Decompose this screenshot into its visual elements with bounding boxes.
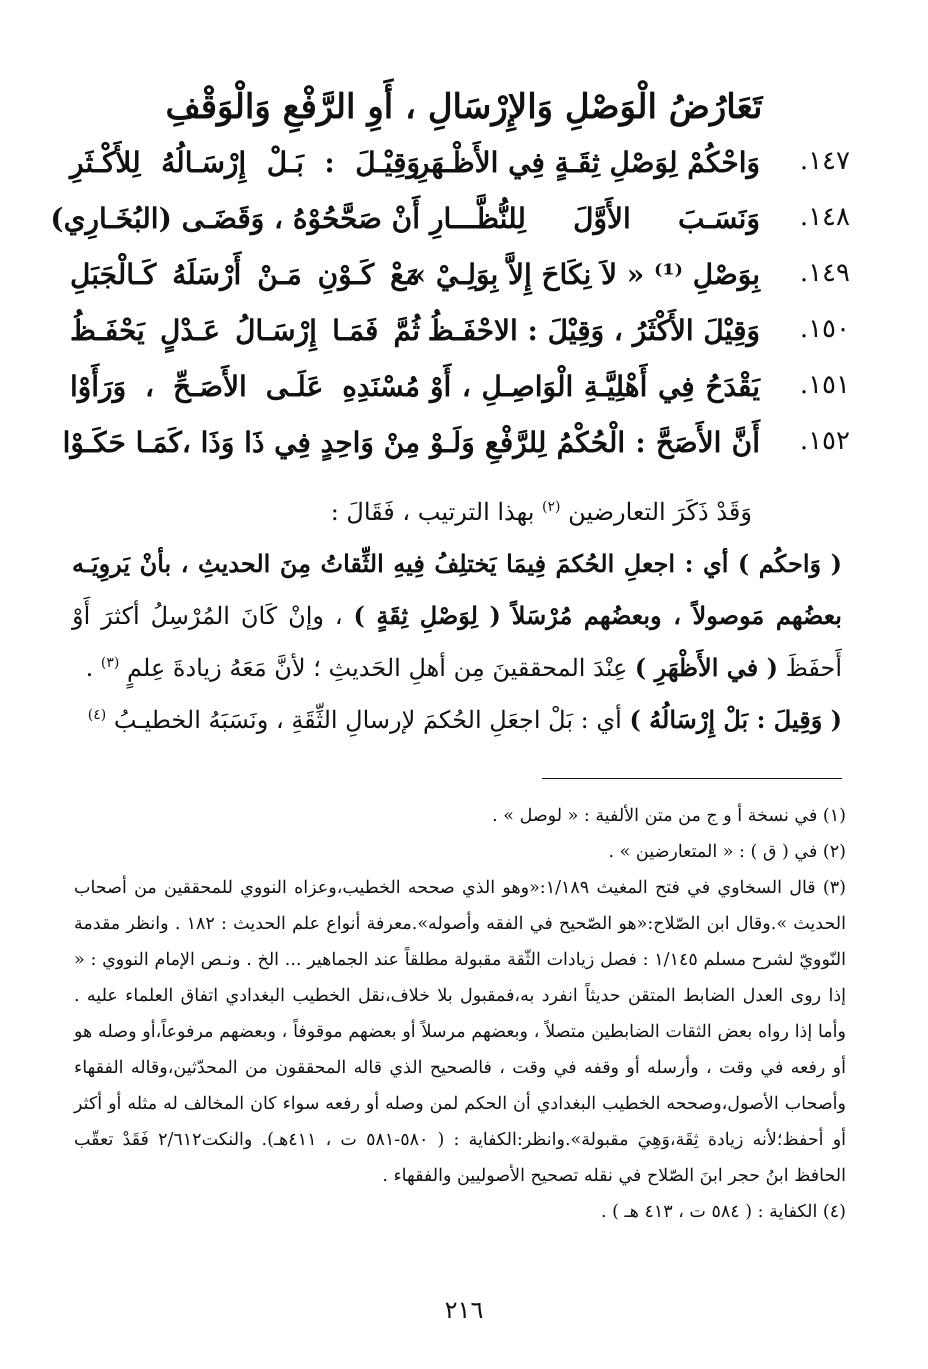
commentary-text: أي : بَلْ اجعَلِ الحُكمَ لإرسالِ الثِّقَةِ ، ونَسَبَهُ الخطيـبُ: [113, 706, 622, 734]
commentary: [72, 486, 842, 746]
page-number: ٢١٦: [444, 1296, 484, 1324]
verse-first-hemistich: بِوَصْلِ ⁽¹⁾ « لاَ نِكَاحَ إِلاَّ بِوَلِـيْ »: [408, 258, 760, 291]
verse-150: [60, 308, 850, 364]
quoted-verse-phrase: ( لِوَصْلِ ثِقَةٍ ): [353, 601, 501, 630]
footnote-1: (١) في نسخة أ و ج من متن الألفية : « لوصل » .: [492, 806, 846, 826]
intro-text: وَقَدْ ذَكَرَ التعارضين: [568, 498, 752, 526]
commentary-text: ( وَاحكُم ) أي : اجعلِ الحُكمَ فِيمَا يَختلِفُ فِيهِ الثِّقاتُ مِنَ الحديثِ ، بأنْ يَروِيَـه بعضُهم مَوصولاً ، وبعضُهم مُرْسَلاً: [72, 549, 843, 630]
commentary-intro: [72, 486, 842, 538]
footnote-2: (٢) في ( ق ) : « المتعارضين » .: [608, 842, 846, 862]
verse-number: ١٤٩.: [799, 258, 850, 288]
verse-148: [50, 196, 850, 252]
footnote-3: (٣) قال السخاوي في فتح المغيث ١/١٨٩:«وهو الذي صححه الخطيب،وعزاه النووي للمحققين من أصحاب الحديث ».وقال ابن الصّلاح:«هو الصّحيح في الفقه وأصوله».معرفة أنواع علم الحديث : ١٨٢ . وانظر مقدمة النّوويّ لشرح مسلم ١/١٤٥ : فصل زيادات الثّقة مقبولة مطلقاً عند الجماهير ... الخ . ونـص الإمام النووي : « إذا روى العدل الضابط المتقن حديثاً انفرد به،فمقبول بلا خلاف،نقل الخطيب البغدادي اتفاق العلماء عليه . وأما إذا رواه بعض الثقات الضابطين متصلاً ، وبعضهم مرسلاً أو بعضهم موقوفاً ، وبعضهم مرفوعاً،أو وصله هو أو رفعه في وقت ، وأرسله أو وقفه في وقت ، فالصحيح الذي قاله المحققون من المحدّثين،وقاله الفقهاء وأصحاب الأصول،وصححه الخطيب البغدادي أن الحكم لمن وصله أو رفعه سواء كان المخالف له مثله أو أكثر أو أحفظ؛لأنه زيادة ثِقَة،وَهِيَ مقبولة».وانظر:الكفاية : ( ٥٨٠-٥٨١ ت ، ٤١١هـ). والنكت٢/٦١٢ فَقَدْ تعقّب الحافظ ابنُ حجر ابنَ الصّلاح في نقله تصحيح الأصوليين والفقهاء .: [74, 878, 847, 1186]
verse-152: [60, 420, 850, 476]
verse-147: [60, 140, 850, 196]
footnotes: [74, 798, 846, 1230]
commentary-paragraph-1: [72, 538, 842, 694]
verse-first-hemistich: وَنَسَـبَ الأَوَّلَ لِلنُّظَّـــارِ: [430, 202, 760, 235]
verse-number: ١٥٢.: [799, 426, 850, 456]
verse-second-hemistich: ثُمَّ فَمَـا إِرْسَـالُ عَـدْلٍ يَحْفَـظُ: [70, 314, 420, 347]
commentary-text: .: [85, 654, 94, 682]
verse-first-hemistich: أَنَّ الأَصَحَّ : الْحُكْمُ لِلرَّفْعِ وَلَـوْ: [430, 426, 760, 459]
verse-number: ١٥١.: [799, 370, 850, 400]
commentary-paragraph-2: [72, 694, 842, 746]
verse-number: ١٤٧.: [799, 146, 850, 176]
quoted-verse-phrase: ( وَقِيلَ : بَلْ إِرْسَالُهُ ): [629, 705, 842, 734]
verse-second-hemistich: مِنْ وَاحِدٍ فِي ذَا وَذَا ،كَمَـا حَكَـوْا: [62, 426, 420, 459]
quoted-verse-phrase: ( في الأَظْهَرِ ): [634, 653, 778, 682]
verse-second-hemistich: وَقِيْـلَ : بَـلْ إِرْسَـالُهُ لِلأَكْـثَرِ: [70, 146, 420, 179]
verse-number: ١٥٠.: [799, 314, 850, 344]
footnote-ref: (٣): [100, 655, 120, 671]
footnote-ref: (٤): [87, 707, 107, 723]
verse-second-hemistich: مُسْنَدِهِ عَلَـى الأَصَـحِّ ، وَرَأَوْا: [70, 370, 420, 403]
verse-149: [60, 252, 850, 308]
commentary-text: عِنْدَ المحققينَ مِن أهلِ الحَديثِ ؛ لأنَّ مَعَهُ زيادةَ عِلمٍ: [127, 654, 628, 682]
verse-number: ١٤٨.: [799, 202, 850, 232]
verse-first-hemistich: وَقِيْلَ الأَكْثَرُ ، وَقِيْلَ : الاحْفَـظُ: [427, 314, 760, 347]
verse-first-hemistich: وَاحْكُمْ لِوَصْلِ ثِقَـةٍ فِي الأَظْـهَرِ: [415, 146, 760, 179]
commentary-text: ، وإنْ كَانَ المُرْسِلُ أكثرَ أَوْ أَحفَظَ: [72, 602, 842, 682]
intro-text-end: بهذا الترتيب ، فَقَالَ :: [330, 498, 535, 526]
footnote-divider: [542, 778, 842, 779]
verse-second-hemistich: مَعْ كَـوْنِ مَـنْ أَرْسَلَهُ كَـالْجَبَلِ: [70, 258, 420, 291]
section-title: تَعَارُضُ الْوَصْلِ وَالإِرْسَالِ ، أَوِ الرَّفْعِ وَالْوَقْفِ: [165, 87, 763, 127]
verse-151: [60, 364, 850, 420]
footnote-ref: (٢): [542, 499, 561, 515]
verse-first-hemistich: يَقْدَحُ فِي أَهْلِيَّـةِ الْوَاصِـلِ ، أَوْ: [430, 370, 760, 403]
verse-list: [50, 140, 850, 476]
footnote-4: (٤) الكفاية : ( ٥٨٤ ت ، ٤١٣ هـ ) .: [601, 1202, 846, 1222]
verse-second-hemistich: أَنْ صَحَّحُوْهُ ، وَقَضَـى (البُخَـارِي): [50, 202, 420, 235]
